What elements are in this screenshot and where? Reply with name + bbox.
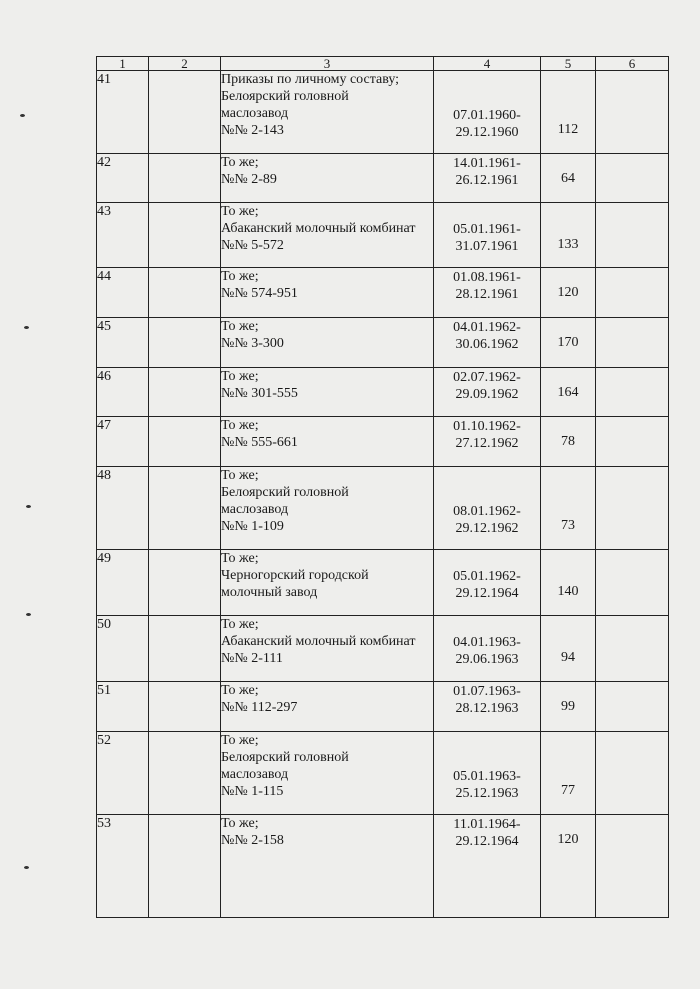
date-end: 29.12.1964 <box>455 834 519 849</box>
notes-cell <box>596 368 669 417</box>
notes-cell <box>596 616 669 682</box>
table-row <box>97 368 669 417</box>
page-count <box>541 616 596 682</box>
notes-cell <box>596 815 669 918</box>
date-end: 29.06.1963 <box>455 652 519 667</box>
description-line: маслозавод <box>221 767 289 782</box>
scan-speck <box>20 114 25 117</box>
date-range <box>434 815 541 918</box>
date-range <box>434 732 541 815</box>
column-header: 5 <box>541 57 596 71</box>
date-start: 04.01.1963- <box>453 635 521 650</box>
date-end: 29.09.1962 <box>455 387 519 402</box>
page-count <box>541 268 596 318</box>
empty-cell <box>149 467 221 550</box>
item-description <box>221 368 434 417</box>
notes-cell <box>596 682 669 732</box>
empty-cell <box>149 268 221 318</box>
description-line: То же; <box>221 204 259 219</box>
date-end: 28.12.1963 <box>455 701 519 716</box>
date-range <box>434 203 541 268</box>
table-row <box>97 417 669 467</box>
page-count <box>541 318 596 368</box>
item-description <box>221 550 434 616</box>
date-end: 29.12.1962 <box>455 521 519 536</box>
empty-cell <box>149 71 221 154</box>
notes-cell <box>596 732 669 815</box>
description-line: То же; <box>221 683 259 698</box>
empty-cell <box>149 417 221 467</box>
description-line: №№ 555-661 <box>221 435 298 450</box>
table-row <box>97 815 669 918</box>
date-range <box>434 682 541 732</box>
description-line: То же; <box>221 155 259 170</box>
table-row <box>97 318 669 368</box>
page-count <box>541 732 596 815</box>
page-count-value: 77 <box>561 783 575 798</box>
column-header: 3 <box>221 57 434 71</box>
date-start: 01.07.1963- <box>453 684 521 699</box>
date-range <box>434 417 541 467</box>
page-count <box>541 550 596 616</box>
page-count-value: 120 <box>557 832 579 847</box>
description-line: Приказы по личному составу; <box>221 72 400 87</box>
item-number: 48 <box>97 467 149 550</box>
description-line: То же; <box>221 617 259 632</box>
notes-cell <box>596 550 669 616</box>
notes-cell <box>596 268 669 318</box>
description-line: маслозавод <box>221 502 289 517</box>
date-start: 11.01.1964- <box>453 817 521 832</box>
description-line: То же; <box>221 369 259 384</box>
column-header: 6 <box>596 57 669 71</box>
description-line: №№ 1-109 <box>221 519 284 534</box>
date-end: 29.12.1960 <box>455 125 519 140</box>
page-count <box>541 417 596 467</box>
description-line: №№ 301-555 <box>221 386 298 401</box>
item-description <box>221 417 434 467</box>
description-line: Абаканский молочный комбинат <box>221 221 416 236</box>
table-row <box>97 550 669 616</box>
item-description <box>221 616 434 682</box>
date-start: 04.01.1962- <box>453 320 521 335</box>
item-number: 51 <box>97 682 149 732</box>
item-description <box>221 815 434 918</box>
item-description <box>221 203 434 268</box>
notes-cell <box>596 417 669 467</box>
empty-cell <box>149 815 221 918</box>
date-start: 01.08.1961- <box>453 270 521 285</box>
date-range <box>434 368 541 417</box>
table-row <box>97 682 669 732</box>
empty-cell <box>149 616 221 682</box>
notes-cell <box>596 467 669 550</box>
description-line: маслозавод <box>221 106 289 121</box>
date-start: 02.07.1962- <box>453 370 521 385</box>
description-line: №№ 3-300 <box>221 336 284 351</box>
description-line: Белоярский головной <box>221 485 349 500</box>
page-count-value: 120 <box>557 285 579 300</box>
description-line: №№ 574-951 <box>221 286 298 301</box>
header-row <box>97 57 669 71</box>
item-number: 53 <box>97 815 149 918</box>
description-line: Черногорский городской <box>221 568 369 583</box>
date-end: 27.12.1962 <box>455 436 519 451</box>
empty-cell <box>149 368 221 417</box>
table-row <box>97 203 669 268</box>
item-description <box>221 318 434 368</box>
description-line: То же; <box>221 319 259 334</box>
page-count-value: 78 <box>561 434 575 449</box>
description-line: То же; <box>221 418 259 433</box>
date-range <box>434 550 541 616</box>
page-count <box>541 682 596 732</box>
item-number: 46 <box>97 368 149 417</box>
description-line: Белоярский головной <box>221 89 349 104</box>
notes-cell <box>596 318 669 368</box>
page-count-value: 140 <box>557 584 579 599</box>
page-count-value: 133 <box>557 237 579 252</box>
notes-cell <box>596 154 669 203</box>
date-start: 07.01.1960- <box>453 108 521 123</box>
description-line: №№ 2-111 <box>221 651 283 666</box>
item-description <box>221 154 434 203</box>
page-count-value: 94 <box>561 650 575 665</box>
table-row <box>97 467 669 550</box>
column-header: 4 <box>434 57 541 71</box>
page-count-value: 99 <box>561 699 575 714</box>
item-number: 52 <box>97 732 149 815</box>
empty-cell <box>149 203 221 268</box>
item-number: 49 <box>97 550 149 616</box>
description-line: №№ 5-572 <box>221 238 284 253</box>
description-line: №№ 2-158 <box>221 833 284 848</box>
description-line: То же; <box>221 551 259 566</box>
empty-cell <box>149 318 221 368</box>
empty-cell <box>149 154 221 203</box>
description-line: То же; <box>221 733 259 748</box>
table-row <box>97 268 669 318</box>
date-start: 05.01.1961- <box>453 222 521 237</box>
column-header: 1 <box>97 57 149 71</box>
table-row <box>97 732 669 815</box>
scan-speck <box>24 866 29 869</box>
description-line: №№ 1-115 <box>221 784 284 799</box>
item-number: 41 <box>97 71 149 154</box>
page-count <box>541 815 596 918</box>
date-end: 25.12.1963 <box>455 786 519 801</box>
page-count-value: 112 <box>557 122 579 137</box>
empty-cell <box>149 550 221 616</box>
page-count <box>541 71 596 154</box>
table-row <box>97 616 669 682</box>
date-start: 08.01.1962- <box>453 504 521 519</box>
page-count-value: 73 <box>561 518 575 533</box>
description-line: №№ 2-143 <box>221 123 284 138</box>
description-line: Белоярский головной <box>221 750 349 765</box>
item-description <box>221 732 434 815</box>
item-number: 42 <box>97 154 149 203</box>
item-number: 44 <box>97 268 149 318</box>
page-count <box>541 368 596 417</box>
page-count-value: 170 <box>557 335 579 350</box>
item-description <box>221 71 434 154</box>
item-description <box>221 467 434 550</box>
date-start: 14.01.1961- <box>453 156 521 171</box>
date-range <box>434 318 541 368</box>
description-line: №№ 112-297 <box>221 700 298 715</box>
item-number: 43 <box>97 203 149 268</box>
scan-speck <box>24 326 29 329</box>
item-number: 50 <box>97 616 149 682</box>
notes-cell <box>596 71 669 154</box>
empty-cell <box>149 732 221 815</box>
page-count <box>541 154 596 203</box>
empty-cell <box>149 682 221 732</box>
description-line: Абаканский молочный комбинат <box>221 634 416 649</box>
description-line: То же; <box>221 468 259 483</box>
date-range <box>434 616 541 682</box>
notes-cell <box>596 203 669 268</box>
page-count-value: 164 <box>557 385 579 400</box>
item-number: 47 <box>97 417 149 467</box>
page-count <box>541 203 596 268</box>
page-count-value: 64 <box>561 171 575 186</box>
description-line: молочный завод <box>221 585 318 600</box>
date-range <box>434 71 541 154</box>
date-end: 30.06.1962 <box>455 337 519 352</box>
date-range <box>434 467 541 550</box>
description-line: №№ 2-89 <box>221 172 277 187</box>
description-line: То же; <box>221 269 259 284</box>
archive-inventory-table <box>96 56 669 918</box>
scan-speck <box>26 613 31 616</box>
date-start: 05.01.1963- <box>453 769 521 784</box>
date-start: 01.10.1962- <box>453 419 521 434</box>
item-description <box>221 268 434 318</box>
date-range <box>434 154 541 203</box>
date-start: 05.01.1962- <box>453 569 521 584</box>
column-header: 2 <box>149 57 221 71</box>
date-end: 28.12.1961 <box>455 287 519 302</box>
description-line: То же; <box>221 816 259 831</box>
page-count <box>541 467 596 550</box>
table-row <box>97 154 669 203</box>
date-end: 29.12.1964 <box>455 586 519 601</box>
item-number: 45 <box>97 318 149 368</box>
date-end: 26.12.1961 <box>455 173 519 188</box>
date-end: 31.07.1961 <box>455 239 519 254</box>
scan-speck <box>26 505 31 508</box>
table-row <box>97 71 669 154</box>
item-description <box>221 682 434 732</box>
date-range <box>434 268 541 318</box>
